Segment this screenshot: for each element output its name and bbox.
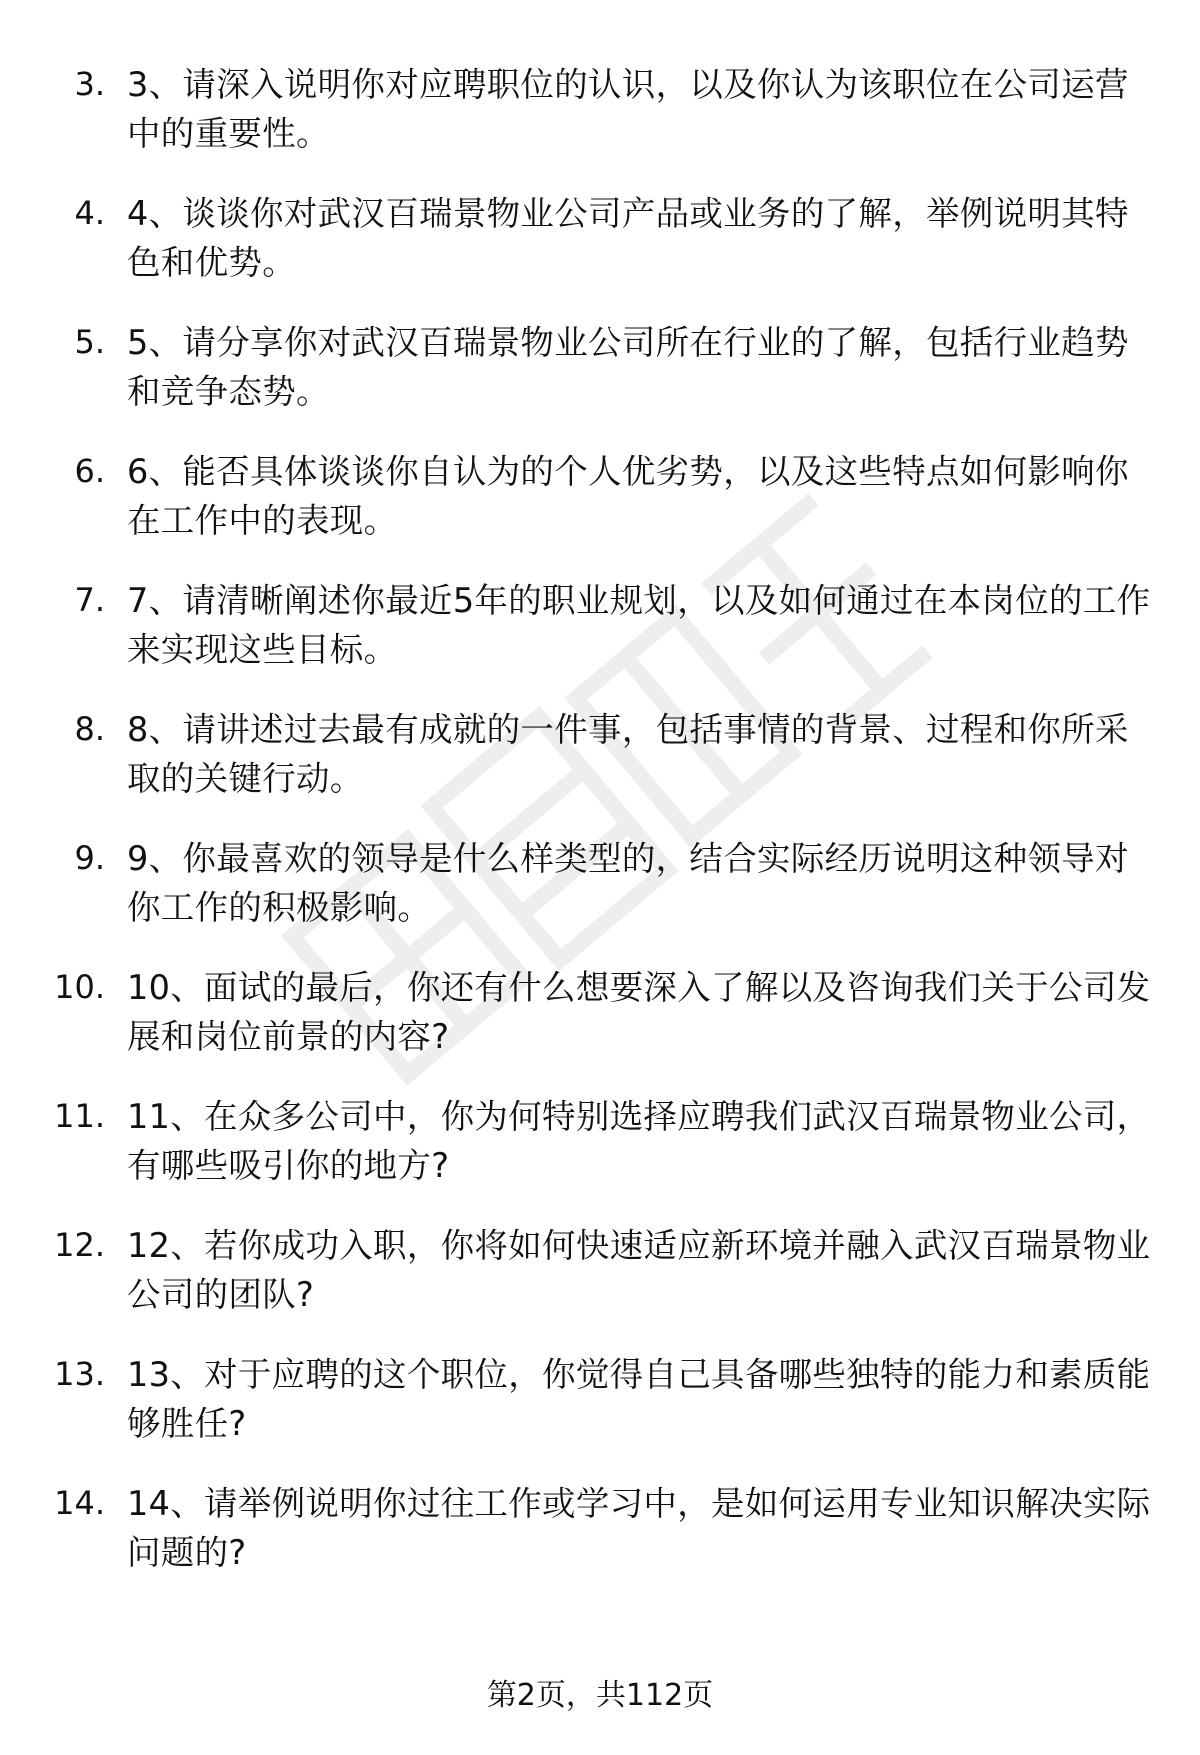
question-text: 9、你最喜欢的领导是什么样类型的，结合实际经历说明这种领导对你工作的积极影响。: [127, 839, 1129, 927]
question-text: 4、谈谈你对武汉百瑞景物业公司产品或业务的了解，举例说明其特色和优势。: [127, 194, 1129, 282]
question-number: 9.: [74, 839, 105, 877]
question-text: 3、请深入说明你对应聘职位的认识，以及你认为该职位在公司运营中的重要性。: [127, 65, 1129, 153]
question-item: [0, 1216, 1200, 1345]
question-item: [0, 958, 1200, 1087]
question-number: 11.: [54, 1097, 105, 1135]
question-text: 14、请举例说明你过往工作或学习中，是如何运用专业知识解决实际问题的?: [127, 1484, 1151, 1572]
question-text: 10、面试的最后，你还有什么想要深入了解以及咨询我们关于公司发展和岗位前景的内容?: [127, 968, 1151, 1056]
question-number: 10.: [54, 968, 105, 1006]
question-number: 5.: [74, 323, 105, 361]
question-text: 7、请清晰阐述你最近5年的职业规划，以及如何通过在本岗位的工作来实现这些目标。: [127, 581, 1151, 669]
question-item: [0, 829, 1200, 958]
question-number: 7.: [74, 581, 105, 619]
question-number: 3.: [74, 65, 105, 103]
question-number: 13.: [54, 1355, 105, 1393]
question-item: [0, 184, 1200, 313]
question-number: 12.: [54, 1226, 105, 1264]
question-item: [0, 1087, 1200, 1216]
question-text: 8、请讲述过去最有成就的一件事，包括事情的背景、过程和你所采取的关键行动。: [127, 710, 1129, 798]
page-number-footer: 第2页，共112页: [486, 1678, 714, 1713]
question-text: 6、能否具体谈谈你自认为的个人优劣势，以及这些特点如何影响你在工作中的表现。: [127, 452, 1129, 540]
question-number: 14.: [54, 1484, 105, 1522]
question-text: 11、在众多公司中，你为何特别选择应聘我们武汉百瑞景物业公司，有哪些吸引你的地方?: [127, 1097, 1151, 1185]
question-item: [0, 1345, 1200, 1474]
question-text: 5、请分享你对武汉百瑞景物业公司所在行业的了解，包括行业趋势和竞争态势。: [127, 323, 1129, 411]
question-number: 6.: [74, 452, 105, 490]
question-number: 4.: [74, 194, 105, 232]
question-item: [0, 55, 1200, 184]
question-item: [0, 1474, 1200, 1603]
question-item: [0, 700, 1200, 829]
question-list: [0, 55, 1200, 1603]
question-item: [0, 442, 1200, 571]
question-text: 13、对于应聘的这个职位，你觉得自己具备哪些独特的能力和素质能够胜任?: [127, 1355, 1151, 1443]
question-item: [0, 313, 1200, 442]
question-number: 8.: [74, 710, 105, 748]
question-item: [0, 571, 1200, 700]
question-text: 12、若你成功入职，你将如何快速适应新环境并融入武汉百瑞景物业公司的团队?: [127, 1226, 1151, 1314]
